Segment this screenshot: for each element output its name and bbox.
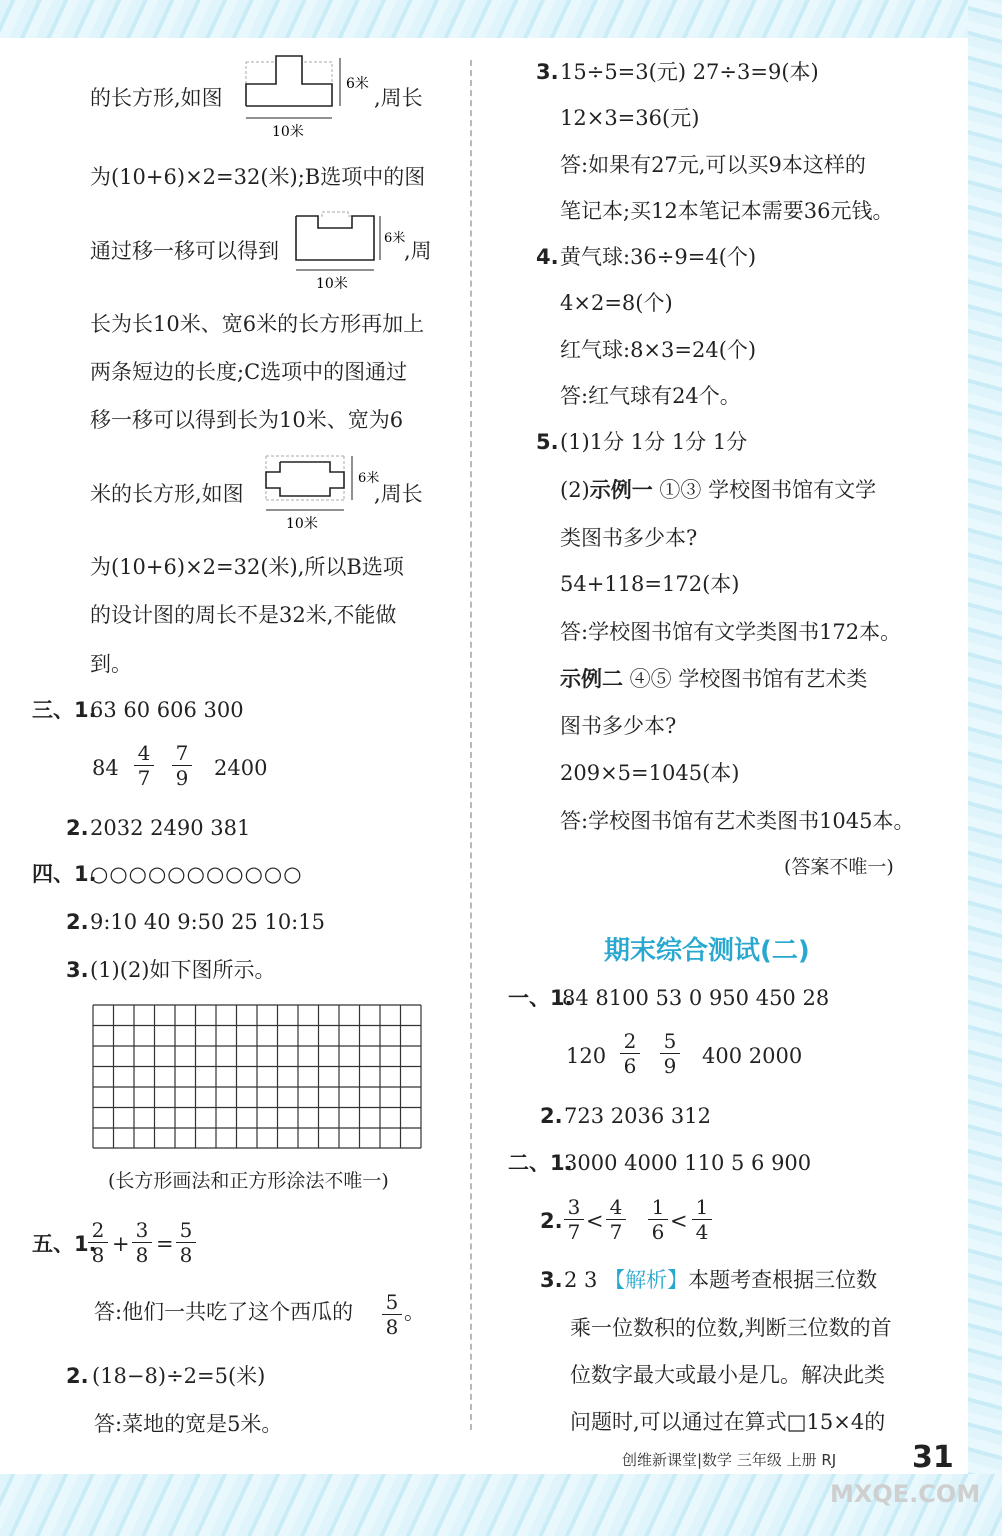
figure-c-width-label: 10米 [286,516,318,532]
answer-row: 位数字最大或最小是几。解决此类 [570,1363,885,1387]
fraction: $\frac{5}{8}$ [382,1292,402,1337]
question-number: 三、1. [32,698,97,722]
fraction: $\frac{1}{4}$ [692,1197,712,1242]
answer-row: 红气球:8×3=24(个) [560,338,757,362]
fraction: $\frac{1}{6}$ [648,1197,668,1242]
figure-b-width-label: 10米 [316,276,348,292]
question-number: 5. [536,430,559,454]
grid-note: (长方形画法和正方形涂法不唯一) [108,1170,389,1192]
less-than-sign: < [670,1209,688,1233]
equals-sign: = [156,1232,174,1256]
answer-row: 723 2036 312 [564,1104,711,1128]
answer-row: 12×3=36(元) [560,106,700,130]
left-text-line: 两条短边的长度;C选项中的图通过 [90,360,408,384]
answer-row: 答:学校图书馆有艺术类图书1045本。 [560,809,915,833]
question-number: 2. [540,1209,563,1233]
question-number: 3. [540,1268,563,1292]
answer-sentence: 答:菜地的宽是5米。 [94,1412,283,1436]
question-number: 2. [66,1364,89,1388]
answer-row: 类图书多少本? [560,526,698,550]
top-decorative-band [0,0,1002,38]
fraction: $\frac{5}{8}$ [176,1220,196,1265]
fraction: $\frac{7}{9}$ [172,743,192,788]
figure-a-height-label: 6米 [346,76,369,92]
answer-row: ○○○○○○○○○○○ [90,862,303,886]
page-number: 31 [912,1440,954,1475]
left-text-line: 通过移一移可以得到 [90,239,279,263]
answer-row: (1)(2)如下图所示。 [90,958,276,982]
right-decorative-band [968,0,1002,1536]
figure-a-diagram [240,54,390,140]
question-number: 二、1. [508,1151,573,1175]
left-text-line: 到。 [90,652,132,676]
answer-row: 15÷5=3(元) 27÷3=9(本) [560,60,819,84]
answer-row: 示例二 ④⑤ 学校图书馆有艺术类 [560,667,868,691]
left-text-line: 的设计图的周长不是32米,不能做 [90,603,397,627]
answer-grid [90,1002,426,1152]
note: (答案不唯一) [784,856,894,878]
fraction: $\frac{4}{7}$ [606,1197,626,1242]
answer-row: (18−8)÷2=5(米) [92,1364,266,1388]
left-text-line: ,周长 [374,86,423,110]
answer-row: 9:10 40 9:50 25 10:15 [90,910,325,934]
fraction: $\frac{3}{8}$ [132,1220,152,1265]
figure-a-width-label: 10米 [272,124,304,140]
answer-value: 2400 [214,756,268,780]
footer-text: 创维新课堂|数学 三年级 上册 RJ [622,1451,837,1469]
answer-row: 2032 2490 381 [90,816,251,840]
fraction: $\frac{2}{6}$ [620,1031,640,1076]
figure-b-height-label: 6米 [384,231,406,246]
answer-end: 。 [404,1300,425,1324]
question-number: 一、1. [508,986,573,1010]
left-text-line: 米的长方形,如图 [90,482,244,506]
answer-value: 84 [92,756,119,780]
answer-row: 问题时,可以通过在算式□15×4的 [570,1410,886,1434]
left-text-line: 的长方形,如图 [90,86,223,110]
less-than-sign: < [586,1209,604,1233]
question-number: 2. [66,816,89,840]
fraction: $\frac{2}{8}$ [88,1220,108,1265]
answer-row: 3000 4000 110 5 6 900 [564,1151,812,1175]
answer-row: 209×5=1045(本) [560,761,740,785]
answer-row: (1)1分 1分 1分 1分 [560,430,748,454]
answer-row: 4×2=8(个) [560,291,673,315]
question-number: 3. [66,958,89,982]
question-number: 2. [540,1104,563,1128]
answer-row: 答:学校图书馆有文学类图书172本。 [560,620,902,644]
plus-sign: + [112,1232,130,1256]
question-number: 3. [536,60,559,84]
question-number: 五、1. [32,1232,97,1256]
left-text-line: ,周 [404,239,432,263]
fraction: $\frac{3}{7}$ [564,1197,584,1242]
left-text-line: 为(10+6)×2=32(米),所以B选项 [90,555,404,579]
answer-row: 63 60 606 300 [90,698,244,722]
analysis-tag: 【解析】 [604,1268,689,1292]
figure-b-diagram [292,208,422,292]
answer-row: 乘一位数积的位数,判断三位数的首 [570,1316,892,1340]
section-title: 期末综合测试(二) [604,936,810,966]
left-text-line: 为(10+6)×2=32(米);B选项中的图 [90,165,426,189]
fraction: $\frac{4}{7}$ [134,743,154,788]
answer-row: 答:红气球有24个。 [560,384,741,408]
answer-sentence: 答:他们一共吃了这个西瓜的 [94,1300,354,1324]
answer-value: 120 [566,1044,607,1068]
answer-value: 400 2000 [702,1044,803,1068]
answer-row: (2)示例一 ①③ 学校图书馆有文学 [560,478,877,502]
column-divider [470,60,472,1430]
answer-row: 84 8100 53 0 950 450 28 [562,986,830,1010]
answer-row: 笔记本;买12本笔记本需要36元钱。 [560,199,894,223]
question-number: 4. [536,245,559,269]
answer-row: 54+118=172(本) [560,572,740,596]
answer-row: 黄气球:36÷9=4(个) [560,245,757,269]
left-text-line: 移一移可以得到长为10米、宽为6 [90,408,404,432]
left-text-line: 长为长10米、宽6米的长方形再加上 [90,312,425,336]
answer-row: 图书多少本? [560,714,677,738]
answer-row: 答:如果有27元,可以买9本这样的 [560,153,866,177]
question-number: 四、1. [32,862,97,886]
left-text-line: ,周长 [374,482,423,506]
question-number: 2. [66,910,89,934]
answer-row: 2 3 【解析】本题考查根据三位数 [564,1268,878,1292]
figure-c-height-label: 6米 [358,471,380,486]
fraction: $\frac{5}{9}$ [660,1031,680,1076]
watermark: MXQE.COM [830,1480,981,1508]
